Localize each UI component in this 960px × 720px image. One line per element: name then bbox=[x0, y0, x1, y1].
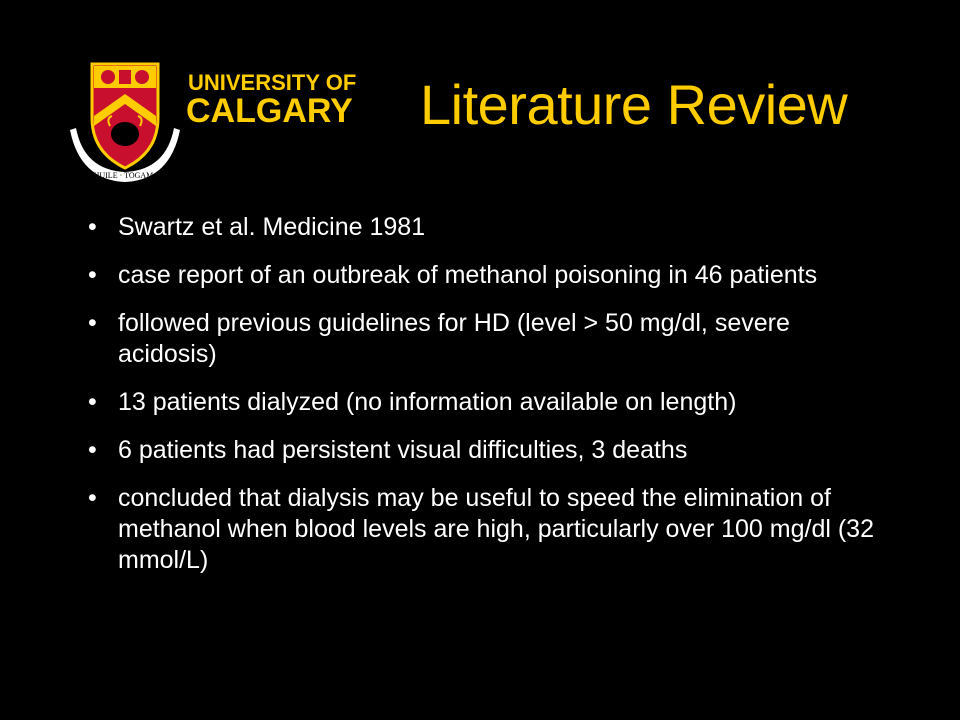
slide-title: Literature Review bbox=[420, 73, 848, 136]
bullet-text: concluded that dialysis may be useful to speed the elimination of methanol when blood levels are high, particularly over 100 mg/dl (32 mmol/L) bbox=[118, 484, 874, 574]
logo-wordmark-line2: CALGARY bbox=[186, 92, 353, 130]
logo-wordmark-line1: UNIVERSITY OF bbox=[188, 70, 357, 95]
bullet-text: followed previous guidelines for HD (level > 50 mg/dl, severe acidosis) bbox=[118, 309, 790, 368]
bullet-item bbox=[88, 387, 878, 418]
bullet-icon: • bbox=[88, 261, 97, 289]
bullet-icon: • bbox=[88, 484, 97, 512]
bullet-icon: • bbox=[88, 388, 97, 416]
university-crest-icon bbox=[66, 56, 366, 184]
logo-motto: MO · SHUILE · TOGAM · SUAS bbox=[69, 171, 181, 180]
bullet-item bbox=[88, 260, 878, 291]
bullet-text: Swartz et al. Medicine 1981 bbox=[118, 213, 426, 241]
bullet-item bbox=[88, 435, 878, 466]
bullet-text: 6 patients had persistent visual difficulties, 3 deaths bbox=[118, 436, 688, 464]
bullet-item bbox=[88, 308, 878, 370]
bullet-text: 13 patients dialyzed (no information available on length) bbox=[118, 388, 737, 416]
bullet-icon: • bbox=[88, 213, 97, 241]
university-logo bbox=[66, 56, 366, 184]
bullet-item bbox=[88, 212, 878, 243]
bullet-item bbox=[88, 483, 878, 576]
bullet-icon: • bbox=[88, 436, 97, 464]
bullet-icon: • bbox=[88, 309, 97, 337]
bullet-text: case report of an outbreak of methanol poisoning in 46 patients bbox=[118, 261, 818, 289]
bullet-list bbox=[88, 212, 878, 593]
